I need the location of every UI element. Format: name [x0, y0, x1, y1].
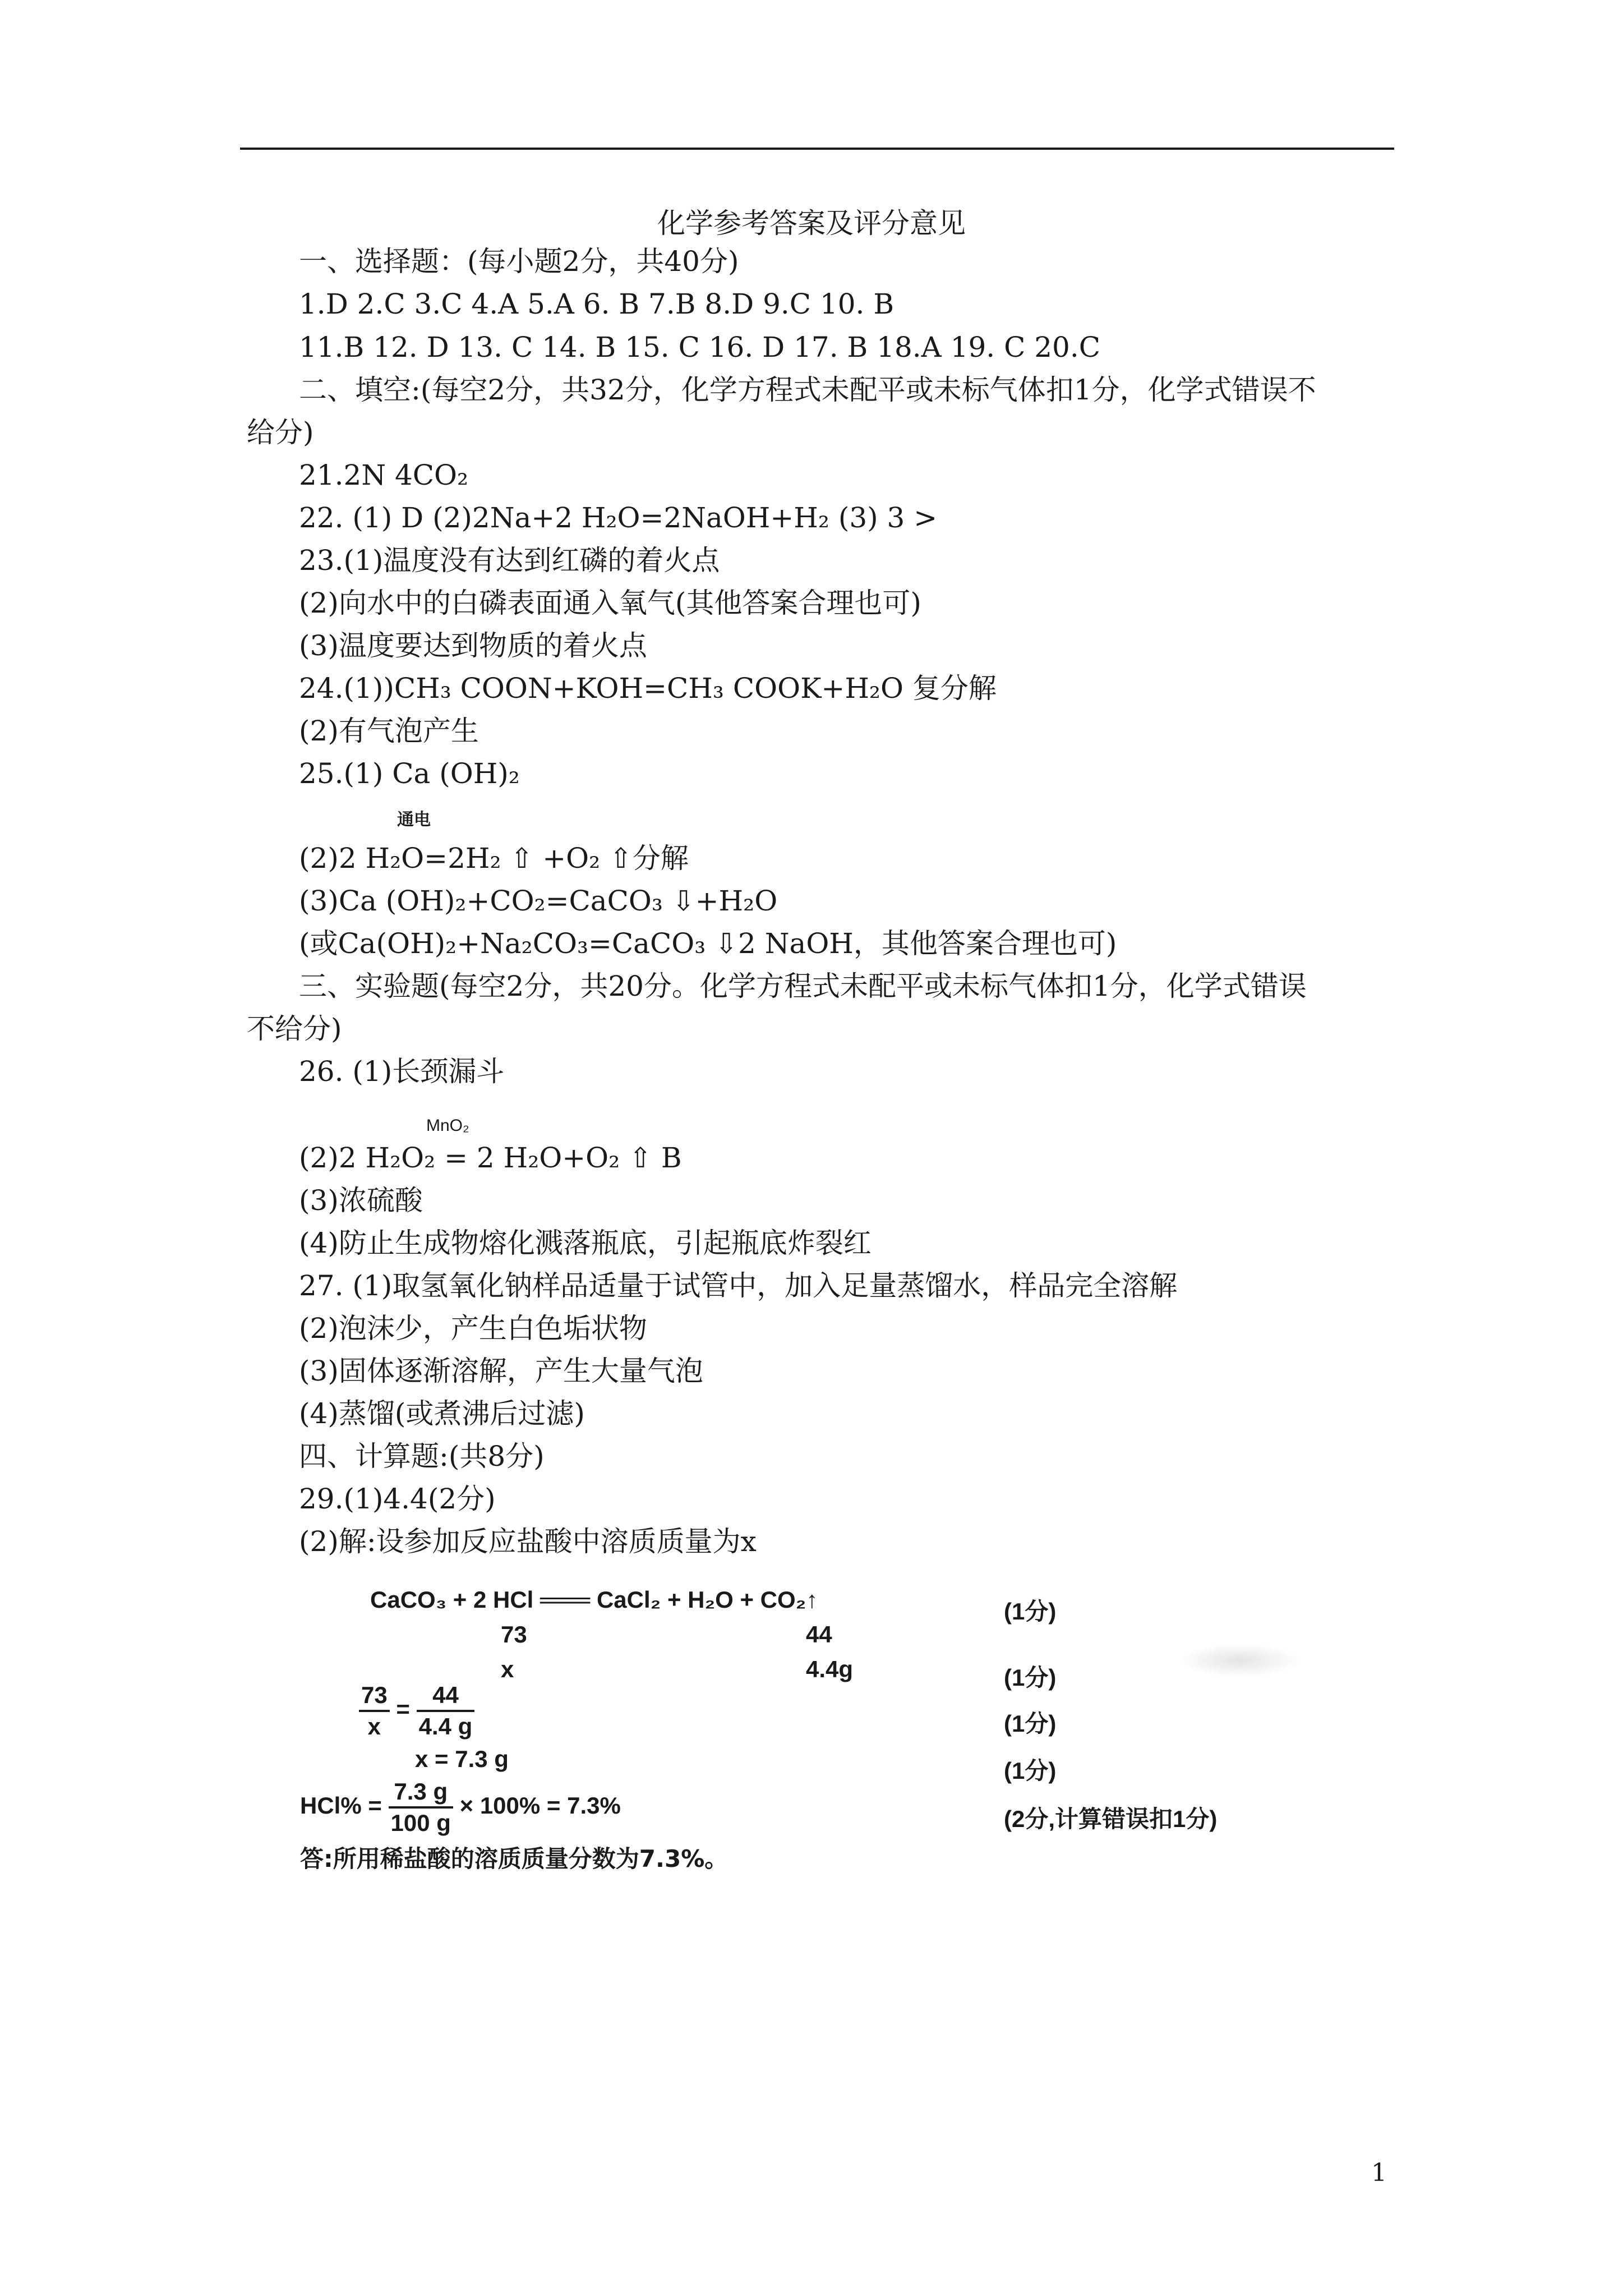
rhs-numerator: 44 [417, 1681, 475, 1712]
header-rule [240, 148, 1394, 150]
answer-25-4: (或Ca(OH)₂+Na₂CO₃=CaCO₃ ⇩2 NaOH，其他答案合理也可) [299, 927, 1117, 960]
percentage-result: × 100% = 7.3% [459, 1792, 621, 1819]
answer-25-3: (3)Ca (OH)₂+CO₂=CaCO₃ ⇩+H₂O [299, 885, 778, 917]
answer-21: 21.2N 4CO₂ [299, 459, 469, 491]
score-step-4: (1分) [1004, 1757, 1057, 1784]
score-step-3: (1分) [1004, 1710, 1057, 1737]
answer-26-4: (4)防止生成物熔化溅落瓶底，引起瓶底炸裂红 [299, 1227, 872, 1259]
answer-27-1: 27. (1)取氢氧化钠样品适量于试管中，加入足量蒸馏水，样品完全溶解 [299, 1269, 1178, 1302]
section3-heading-line1: 三、实验题(每空2分，共20分。化学方程式未配平或未标气体扣1分，化学式错误 [299, 970, 1307, 1002]
answer-23-2: (2)向水中的白磷表面通入氧气(其他答案合理也可) [299, 587, 921, 619]
reaction-equation: CaCO₃ + 2 HCl ═══ CaCl₂ + H₂O + CO₂↑ [370, 1586, 818, 1613]
answer-23-1: 23.(1)温度没有达到红磷的着火点 [299, 544, 720, 577]
given-co2-mass: 4.4g [806, 1656, 854, 1682]
section2-heading-line2: 给分) [247, 416, 314, 449]
percentage-denominator: 100 g [390, 1810, 451, 1836]
molar-mass-hcl: 73 [501, 1621, 527, 1648]
section3-heading-line2: 不给分) [247, 1013, 342, 1045]
answer-25-2: (2)2 H₂O=2H₂ ⇧ +O₂ ⇧分解 [299, 842, 689, 875]
lhs-denominator: x [367, 1713, 381, 1740]
answer-22: 22. (1) D (2)2Na+2 H₂O=2NaOH+H₂ (3) 3 > [299, 501, 938, 534]
answer-29-2: (2)解:设参加反应盐酸中溶质质量为x [299, 1525, 757, 1558]
answer-27-2: (2)泡沫少，产生白色垢状物 [299, 1312, 647, 1345]
proportion-rhs [417, 1681, 475, 1741]
mc-answers-row2: 11.B 12. D 13. C 14. B 15. C 16. D 17. B 18.A 19. C 20.C [299, 331, 1101, 364]
section4-heading: 四、计算题:(共8分) [299, 1440, 545, 1473]
molar-mass-co2: 44 [806, 1621, 832, 1648]
proportion-lhs [359, 1681, 390, 1741]
catalyst-condition: MnO₂ [426, 1116, 469, 1135]
page-title: 化学参考答案及评分意见 [657, 207, 966, 240]
score-step-1: (1分) [1004, 1598, 1057, 1625]
score-step-5: (2分,计算错误扣1分) [1004, 1806, 1218, 1832]
answer-25-1: 25.(1) Ca (OH)₂ [299, 757, 520, 790]
answer-27-3: (3)固体逐渐溶解，产生大量气泡 [299, 1355, 703, 1387]
percentage-fraction [389, 1777, 453, 1838]
unknown-x: x [501, 1656, 514, 1682]
answer-24-1: 24.(1))CH₃ COON+KOH=CH₃ COOK+H₂O 复分解 [299, 672, 997, 705]
rhs-denominator: 4.4 g [418, 1713, 473, 1740]
answer-26-3: (3)浓硫酸 [299, 1184, 423, 1217]
final-answer: 答:所用稀盐酸的溶质质量分数为7.3%。 [300, 1845, 728, 1872]
page-number: 1 [1371, 2159, 1387, 2187]
lhs-numerator: 73 [359, 1681, 390, 1712]
section1-heading: 一、选择题：(每小题2分，共40分) [299, 245, 739, 278]
section2-heading-line1: 二、填空:(每空2分，共32分，化学方程式未配平或未标气体扣1分，化学式错误不 [299, 374, 1316, 406]
mc-answers-row1: 1.D 2.C 3.C 4.A 5.A 6. B 7.B 8.D 9.C 10. B [299, 288, 895, 320]
answer-24-2: (2)有气泡产生 [299, 715, 479, 747]
result-x: x = 7.3 g [415, 1746, 509, 1772]
equals-sign: = [396, 1696, 410, 1723]
percentage-numerator: 7.3 g [389, 1777, 453, 1809]
answer-26-1: 26. (1)长颈漏斗 [299, 1055, 505, 1088]
proportion-equation [359, 1681, 474, 1741]
score-step-2: (1分) [1004, 1664, 1057, 1691]
answer-29-1: 29.(1)4.4(2分) [299, 1483, 496, 1515]
answer-27-4: (4)蒸馏(或煮沸后过滤) [299, 1397, 585, 1430]
percentage-label: HCl% = [300, 1792, 382, 1819]
answer-26-2: (2)2 H₂O₂ = 2 H₂O+O₂ ⇧ B [299, 1142, 682, 1174]
electrolysis-condition: 通电 [397, 811, 431, 829]
answer-23-3: (3)温度要达到物质的着火点 [299, 629, 647, 662]
percentage-equation [300, 1777, 621, 1838]
scan-smudge [1178, 1644, 1301, 1677]
